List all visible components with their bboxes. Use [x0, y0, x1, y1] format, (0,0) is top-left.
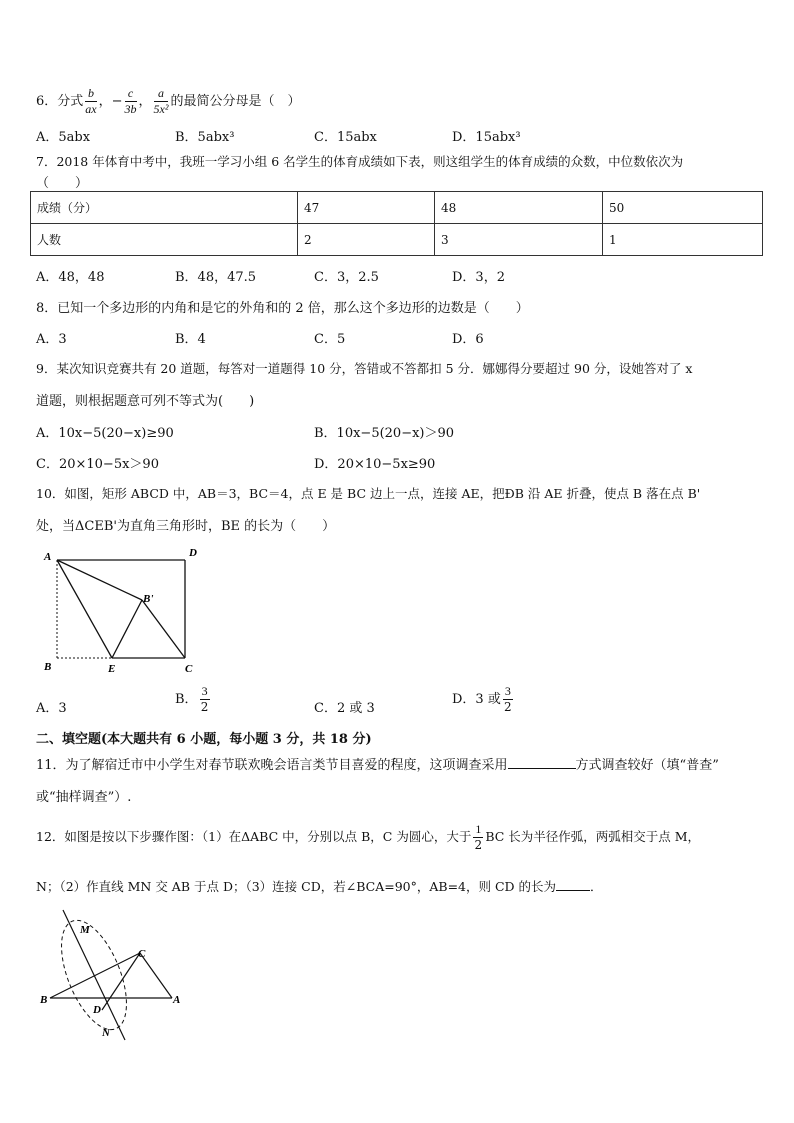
q6-suffix: 的最简公分母是（ ）	[170, 94, 301, 109]
label-a: A	[44, 551, 52, 563]
label-c: C	[138, 948, 146, 960]
answer-blank[interactable]	[508, 756, 576, 769]
table-row	[31, 224, 763, 256]
q8-option-a: A．3	[36, 332, 67, 347]
table-cell: 47	[298, 192, 435, 224]
label-n: N	[102, 1027, 110, 1039]
answer-blank[interactable]	[556, 878, 590, 891]
label-b: B	[40, 994, 48, 1006]
q11-text: 11．为了解宿迁市中小学生对春节联欢晚会语言类节目喜爱的程度，这项调查采用	[36, 758, 508, 773]
fraction-3	[154, 86, 169, 117]
q7-option-b: B．48，47.5	[175, 270, 257, 285]
q10-option-d	[452, 684, 515, 715]
sep: ，−	[98, 94, 123, 109]
q12-line2	[36, 877, 603, 895]
perpendicular-bisector-figure	[30, 905, 200, 1045]
label-b-prime: B'	[143, 593, 154, 605]
q9-option-d: D．20×10−5x≥90	[314, 457, 436, 472]
q7-option-c: C．3，2.5	[314, 270, 379, 285]
fraction-2	[125, 86, 137, 117]
q6-option-a: A．5abx	[36, 130, 91, 145]
question-6	[36, 86, 300, 117]
q7-line1: 7．2018 年体育中考中，我班一学习小组 6 名学生的体育成绩如下表，则这组学生的体育成绩的众数，中位数依次为	[36, 154, 684, 169]
q7-option-a: A．48，48	[36, 270, 105, 285]
table-cell: 2	[298, 224, 435, 256]
num: c	[125, 86, 137, 102]
q9-option-c: C．20×10−5x＞90	[36, 457, 159, 472]
opt-label: D．3 或	[452, 692, 501, 707]
q7-option-d: D．3，2	[452, 270, 505, 285]
q6-option-b: B．5abx³	[175, 130, 235, 145]
rectangle-fold-figure	[30, 540, 210, 680]
q6-option-c: C．15abx	[314, 130, 377, 145]
label-d: D	[93, 1004, 101, 1016]
table-cell: 50	[603, 192, 763, 224]
q12-text-2: BC 长为半径作弧，两弧相交于点 M，	[485, 829, 701, 844]
q8-option-d: D．6	[452, 332, 484, 347]
den: 2	[200, 700, 209, 714]
q10-line2: 处，当ΔCEB'为直角三角形时，BE 的长为（ ）	[36, 519, 336, 534]
label-m: M	[80, 924, 90, 936]
q11-text-2: 方式调查较好（填“普查”	[575, 758, 719, 773]
q10-line1: 10．如图，矩形 ABCD 中，AB＝3，BC＝4，点 E 是 BC 边上一点，连接 AE，把ÐB 沿 AE 折叠，使点 B 落在点 B'	[36, 486, 701, 501]
q8-option-b: B．4	[175, 332, 206, 347]
question-8: 8．已知一个多边形的内角和是它的外角和的 2 倍，那么这个多边形的边数是（ ）	[36, 301, 529, 316]
label-c: C	[185, 663, 193, 675]
q10-option-b	[175, 684, 212, 715]
table-cell: 3	[435, 224, 603, 256]
q10-option-c: C．2 或 3	[314, 701, 375, 716]
den: 5x²	[153, 102, 169, 116]
table-cell: 人数	[31, 224, 298, 256]
q12-line1	[36, 822, 700, 853]
q7-line2: （ ）	[36, 176, 89, 191]
fraction-1	[85, 86, 96, 117]
q9-option-a: A．10x−5(20−x)≥90	[36, 426, 174, 441]
section-heading: 二、填空题(本大题共有 6 小题，每小题 3 分，共 18 分)	[36, 732, 372, 747]
q8-option-c: C．5	[314, 332, 346, 347]
q9-option-b: B．10x−5(20−x)＞90	[314, 426, 455, 441]
q11-line2: 或“抽样调查”）.	[36, 790, 132, 805]
num: a	[154, 86, 169, 102]
label-d: D	[189, 547, 197, 559]
label-a: A	[173, 994, 181, 1006]
den: 3b	[124, 102, 137, 116]
table-cell: 48	[435, 192, 603, 224]
label-b: B	[44, 661, 52, 673]
q12-end: ．	[590, 879, 603, 894]
opt-label: B．	[175, 692, 198, 707]
q9-line1: 9．某次知识竞赛共有 20 道题，每答对一道题得 10 分，答错或不答都扣 5 分．娜娜得分要超过 90 分，设她答对了 x	[36, 361, 693, 376]
q12-text-3: N；（2）作直线 MN 交 AB 于点 D；（3）连接 CD，若∠BCA=90°，AB=4，则 CD 的长为	[36, 879, 557, 894]
num: 3	[201, 684, 208, 698]
q11-line1	[36, 754, 719, 773]
table-cell: 1	[603, 224, 763, 256]
table-row	[31, 192, 763, 224]
den: 2	[504, 700, 512, 714]
q6-option-d: D．15abx³	[452, 130, 521, 145]
den: 2	[474, 838, 483, 852]
num: b	[85, 86, 96, 102]
scores-table	[30, 191, 763, 256]
den: ax	[85, 102, 97, 116]
table-cell: 成绩（分）	[31, 192, 298, 224]
sep: ，	[138, 94, 152, 109]
num: 1	[475, 822, 482, 836]
label-e: E	[108, 663, 116, 675]
q12-text: 12．如图是按以下步骤作图：（1）在ΔABC 中，分别以点 B，C 为圆心，大于	[36, 829, 472, 844]
q6-prefix: 6．分式	[36, 94, 84, 109]
q9-line2: 道题，则根据题意可列不等式为( )	[36, 394, 255, 409]
num: 3	[504, 684, 511, 698]
q10-option-a: A．3	[36, 701, 67, 716]
